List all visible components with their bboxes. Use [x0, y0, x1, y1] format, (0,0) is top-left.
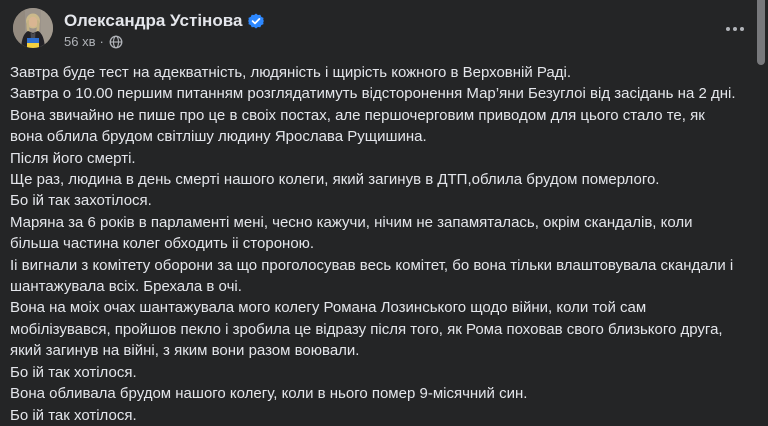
post-text-line: Маряна за 6 років в парламенті мені, чесно кажучи, нічим не запамяталась, окрім скандалів, коли: [10, 213, 693, 231]
post-text-line: який загинув на війні, з яким вони разом воювали.: [10, 342, 360, 360]
author-name[interactable]: Олександра Устінова: [64, 11, 243, 30]
post-text-line: Завтра буде тест на адекватність, людяність і щирість кожного в Верховній Раді.: [10, 64, 572, 81]
post-text-line: мобілізувався, пройшов пекло і зробила це відразу після того, як Рома поховав свого близького друга,: [10, 320, 723, 338]
header-text: [64, 8, 264, 50]
post-text-line: вона облила брудом світлішу людину Ярослава Рущишина.: [10, 128, 427, 146]
globe-icon: [109, 35, 123, 49]
post-text-line: Бо ій так хотілося.: [10, 406, 137, 424]
post-text-line: Завтра о 10.00 першим питанням розглядатимуть відсторонення Мар’яни Безуглоі від засідань на 2 дні.: [10, 85, 736, 103]
more-options-dot: [740, 27, 744, 31]
post-text-line: Ще раз, людина в день смерті нашого колеги, який загинув в ДТП,облила брудом померлого.: [10, 171, 660, 189]
timestamp[interactable]: 56 хв: [64, 34, 96, 49]
more-options-button[interactable]: [721, 20, 749, 38]
post-text-line: Вона обливала брудом нашого колегу, коли в нього помер 9-місячний син.: [10, 385, 528, 403]
post-text-line: Вона звичайно не пише про це в своіх постах, але першочерговим приводом для цього стало те, як: [10, 106, 705, 124]
post-text-line: більша частина колег обходить іі стороною.: [10, 235, 315, 253]
post-meta: [64, 34, 264, 50]
author-name-row: [64, 10, 264, 31]
post-text-line: Вона на моіх очах шантажувала мого колегу Романа Лозинського щодо війни, коли той сам: [10, 299, 647, 317]
post-text-line: Бо ій так хотілося.: [10, 363, 137, 381]
verified-badge-icon: [248, 13, 264, 29]
post-text-line: Бо ій так захотілося.: [10, 192, 152, 210]
more-options-dot: [733, 27, 737, 31]
more-options-dot: [726, 27, 730, 31]
post-text-line: Іі вигнали з комітету оборони за що проголосував весь комітет, бо вона тільки влаштовувала скандали і: [10, 256, 734, 274]
scrollbar-thumb[interactable]: [757, 0, 765, 65]
post-text-line: шантажувала всіх. Брехала в очі.: [10, 278, 242, 296]
post-text-line: Після його смерті.: [10, 149, 136, 167]
post-text: [0, 62, 768, 426]
avatar-image: [13, 8, 53, 48]
meta-separator: ·: [99, 34, 104, 49]
post-header: [0, 0, 768, 50]
avatar[interactable]: [13, 8, 53, 48]
